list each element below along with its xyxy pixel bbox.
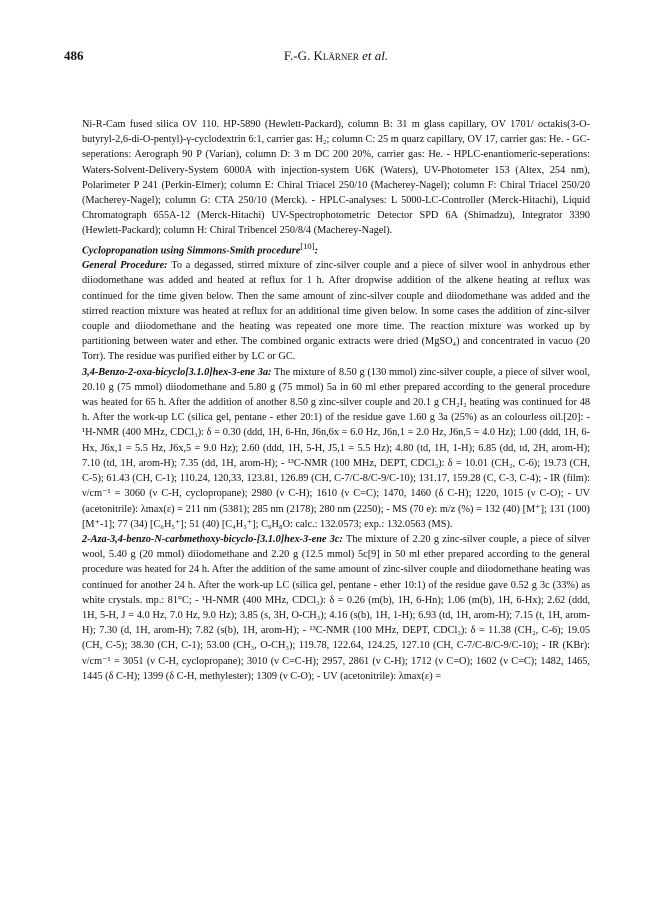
running-head xyxy=(0,48,672,64)
general-procedure-text: To a degassed, stirred mixture of zinc-silver couple and a piece of silver wool in anhydrous ether diiodomethane was added and heated at reflux for 1 h. After dropwise addition of the alkene heating at reflux was continued for the time given below. Then the same amount of zinc-silver couple and diiodomethane was added and the stirred reaction mixture was heated at reflux for an additional time given below. In some cases the addition of zinc-silver couple and diiodomethane and the heating was repeated one more time. The reaction mixture was worked up by partitioning between water and ether. The combined organic extracts were dried (MgSO₄) and concentrated in vacuo (20 Torr). The residue was purified either by LC or GC. xyxy=(82,260,590,363)
compound-3c-lead: 2-Aza-3,4-benzo-N-carbmethoxy-bicyclo-[3.1.0]hex-3-ene 3c: xyxy=(82,533,343,545)
section-heading-ref: [10] xyxy=(300,240,315,251)
section-heading xyxy=(82,239,590,259)
paragraph-general-procedure xyxy=(82,258,590,364)
body-text xyxy=(82,117,590,684)
compound-3a-text: The mixture of 8.50 g (130 mmol) zinc-silver couple, a piece of silver wool, 20.10 g (75 mmol) diiodomethane and 5.80 g (75 mmol) 5a in 60 ml ether prepared according to the general procedure was heated for 65 h. After the addition of another 8.50 g zinc-silver couple and 20.1 g CH₂I₂ heating was continued for 48 h. After the work-up LC (silica gel, pentane - ether 20:1) of the residue gave 1.60 g 3a (25%) as an colourless oil.[20]: - ¹H-NMR (400 MHz, CDCl₃): δ = 0.30 (ddd, 1H, 6-Hn, J6n,6x = 6.0 Hz, J6n,1 = 2.0 Hz, J6n,5 = 4.0 Hz); 1.00 (ddd, 1H, 6-Hx, J6x,1 = 5.5 Hz, J6x,5 = 9.0 Hz); 2.60 (ddd, 1H, 5-H, J5,1 = 5.5 Hz); 4.80 (td, 1H, 1-H); 6.85 (dd, td, 2H, arom-H); 7.10 (td, 1H, arom-H); 7.35 (dd, 1H, arom-H); - ¹³C-NMR (100 MHz, DEPT, CDCl₃): δ = 10.01 (CH₂, C-6); 19.73 (CH, C-5); 61.43 (CH, C-1); 110.24, 120,33, 123.81, 126.89 (CH, C-7/C-8/C-9/C-10); 131.17, 159.28 (C, C-3, C-4); - IR (film): ν/cm⁻¹ = 3060 (ν C-H, cyclopropane); 2980 (ν C-H); 1610 (ν C=C); 1470, 1460 (δ C-H); 1220, 1015 (ν C-O); - UV (acetonitrile): λmax(ε) = 211 nm (5381); 285 nm (2178); 280 nm (2250); - MS (70 e): m/z (%) = 132 (40) [M⁺]; 131 (100) [M⁺-1]; 77 (34) [C₆H₅⁺]; 51 (40) [C₄H₃⁺]; C₉H₈O: calc.: 132.0573; exp.: 132.0563 (MS). xyxy=(82,366,590,530)
paragraph-compound-3c xyxy=(82,532,590,684)
running-head-etal: et al. xyxy=(362,48,389,63)
section-heading-text: Cyclopropanation using Simmons-Smith procedure xyxy=(82,245,301,257)
paragraph-instruments: Ni-R-Cam fused silica OV 110. HP-5890 (Hewlett-Packard), column B: 31 m glass capillary, OV 1701/ octakis(3-O-butyryl-2,6-di-O-pentyl)-γ-cyclodextrin 6:1, carrier gas: H₂; column C: 25 m quarz capillary, OV 17, carrier gas: He. - GC-seperations: Aerograph 90 P (Varian), column D: 3 m DC 200 20%, carrier gas: He. - HPLC-enantiomeric-seperations: Waters-Solvent-Delivery-System 6000A with injection-system U6K (Waters), UV-Photometer 153 (Altex, 254 nm), Polarimeter P 241 (Perkin-Elmer); column E: Chiral Triacel 250/10 (Macherey-Nagel); column F: Chiral Triacel 250/20 (Macherey-Nagel); column G: CTA 250/10 (Merck). - HPLC-analyses: L 5000-LC-Controller (Merck-Hitachi), Liquid Chromatograph 655A-12 (Merck-Hitachi) UV-Spectrophotometric Detector SPD 6A (Shimadzu), Integrator 3390 (Hewlett-Packard); column H: Chiral Tribencel 250/8/4 (Macherey-Nagel). xyxy=(82,119,590,237)
compound-3c-text: The mixture of 2.20 g zinc-silver couple, a piece of silver wool, 5.40 g (20 mmol) diiodomethane and 2.20 g (12.5 mmol) 5c[9] in 50 ml ether prepared according to the general procedure was heated for 24 h. After the addition of the same amount of zinc-silver couple and diiodomethane heating was continued for another 24 h. After the work-up LC (silica gel, pentane - ether 10:1) of the residue gave 0.52 g 3c (33%) as white crystals. mp.: 81°C; - ¹H-NMR (400 MHz, CDCl₃): δ = 0.26 (m(b), 1H, 6-Hn); 1.06 (m(b), 1H, 6-Hx); 2.62 (ddd, 1H, 5-H, J = 4.0 Hz, 7.0 Hz, 9.0 Hz); 3.85 (s, 3H, O-CH₃); 4.16 (s(b), 1H, 1-H); 6.93 (td, 1H, arom-H); 7.15 (t, 1H, arom-H); 7.30 (d, 1H, arom-H); 7.82 (s(b), 1H, arom-H); - ¹³C-NMR (100 MHz, DEPT, CDCl₃): δ = 11.38 (CH₂, C-6); 19.05 (CH, C-5); 38.30 (CH, C-1); 53.00 (CH₃, O-CH₃); 119.78, 122.64, 124.25, 127.10 (CH, C-7/C-8/C-9/C-10); - IR (KBr): ν/cm⁻¹ = 3051 (ν C-H, cyclopropane); 3010 (ν C=C-H); 2957, 2861 (ν C-H); 1712 (ν C=O); 1602 (ν C=C); 1482, 1465, 1445 (δ C-H); 1399 (δ C-H, methylester); 1309 (ν C-O); - UV (acetonitrile): λmax(ε) = xyxy=(82,533,590,682)
page-number: 486 xyxy=(64,48,84,63)
general-procedure-lead: General Procedure: xyxy=(82,260,168,272)
compound-3a-lead: 3,4-Benzo-2-oxa-bicyclo[3.1.0]hex-3-ene 3a: xyxy=(82,366,272,378)
paragraph-compound-3a xyxy=(82,365,590,532)
running-head-author: F.-G. Klärner xyxy=(283,48,359,63)
section-heading-colon: : xyxy=(314,245,319,257)
